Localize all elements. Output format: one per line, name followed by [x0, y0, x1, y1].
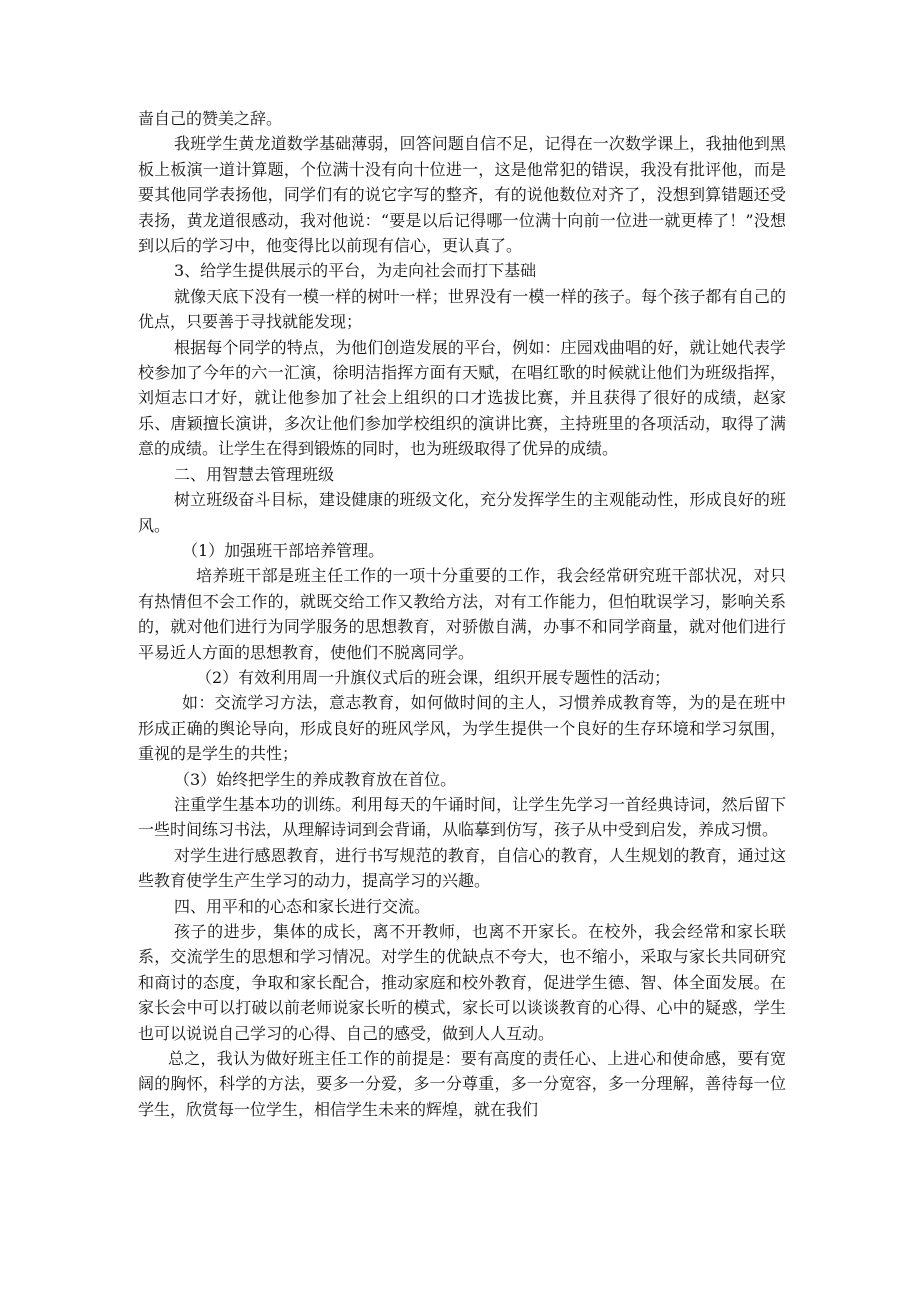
- paragraph-intro-tail: 啬自己的赞美之辞。: [138, 109, 283, 128]
- subheading-habit-education: （3）始终把学生的养成教育放在首位。: [174, 769, 457, 789]
- paragraph-parent-communication: 孩子的进步，集体的成长，离不开教师，也离不开家长。在校外，我会经常和家长联系，交流学生的思想和学习情况。对学生的优缺点不夸大，也不缩小，采取与家长共同研究和商讨的态度，争取和家长配合，推动家庭和校外教育，促进学生德、智、体全面发展。在家长会中可以打破以前老师说家长听的模式，家长可以谈谈教育的心得、心中的疑惑，学生也可以说说自己学习的心得、自己的感受，做到人人互动。: [138, 922, 786, 1043]
- paragraph-gratitude-education: 对学生进行感恩教育，进行书写规范的教育，自信心的教育，人生规划的教育，通过这些教育使学生产生学习的动力，提高学习的兴趣。: [138, 845, 786, 891]
- paragraph-class-meeting: 如：交流学习方法，意志教育，如何做时间的主人，习惯养成教育等，为的是在班中形成正确的舆论导向，形成良好的班风学风，为学生提供一个良好的生存环境和学习氛围，重视的是学生的共性；: [138, 693, 786, 764]
- paragraph-cadre-training: 培养班干部是班主任工作的一项十分重要的工作，我会经常研究班干部状况，对只有热情但不会工作的，就既交给工作又教给方法，对有工作能力，但怕耽误学习，影响关系的，就对他们进行为同学服务的思想教育，对骄傲自满，办事不和同学商量，就对他们进行平易近人方面的思想教育，使他们不脱离同学。: [138, 566, 786, 662]
- subheading-class-meeting: （2）有效利用周一升旗仪式后的班会课，组织开展专题性的活动；: [196, 667, 671, 687]
- paragraph-leaves: 就像天底下没有一模一样的树叶一样；世界没有一模一样的孩子。每个孩子都有自己的优点，只要善于寻找就能发现；: [138, 286, 786, 332]
- heading-parent-communication: 四、用平和的心态和家长进行交流。: [174, 896, 431, 916]
- heading-wisdom-management: 二、用智慧去管理班级: [174, 464, 335, 484]
- document-page: [138, 106, 786, 1122]
- heading-platform: 3、给学生提供展示的平台，为走向社会而打下基础: [174, 261, 537, 281]
- subheading-cadre-training: （1）加强班干部培养管理。: [182, 540, 385, 560]
- paragraph-conclusion: 总之，我认为做好班主任工作的前提是：要有高度的责任心、上进心和使命感，要有宽阔的胸怀，科学的方法，要多一分爱，多一分尊重，多一分宽容，多一分理解，善待每一位学生，欣赏每一位学生，相信学生未来的辉煌，就在我们: [138, 1049, 786, 1119]
- paragraph-examples: 根据每个同学的特点，为他们创造发展的平台，例如：庄园戏曲唱的好，就让她代表学校参加了今年的六一汇演，徐明洁指挥方面有天赋，在唱红歌的时候就让他们为班级指挥，刘烜志口才好，就让他参加了社会上组织的口才选拔比赛，并且获得了很好的成绩，赵家乐、唐颖擅长演讲，多次让他们参加学校组织的演讲比赛，主持班里的各项活动，取得了满意的成绩。让学生在得到锻炼的同时，也为班级取得了优异的成绩。: [138, 337, 786, 459]
- paragraph-class-goal: 树立班级奋斗目标，建设健康的班级文化，充分发挥学生的主观能动性，形成良好的班风。: [138, 490, 786, 535]
- paragraph-basic-skills: 注重学生基本功的训练。利用每天的午诵时间，让学生先学习一首经典诗词，然后留下一些时间练习书法，从理解诗词到会背诵，从临摹到仿写，孩子从中受到启发，养成习惯。: [138, 794, 786, 840]
- paragraph-huang-longdao: 我班学生黄龙道数学基础薄弱，回答问题自信不足，记得在一次数学课上，我抽他到黑板上板演一道计算题，个位满十没有向十位进一，这是他常犯的错误，我没有批评他，而是要其他同学表扬他，同学们有的说它字写的整齐，有的说他数位对齐了，没想到算错题还受表扬，黄龙道很感动，我对他说：“要是以后记得哪一位满十向前一位进一就更棒了！”没想到以后的学习中，他变得比以前现有信心，更认真了。: [138, 134, 786, 256]
